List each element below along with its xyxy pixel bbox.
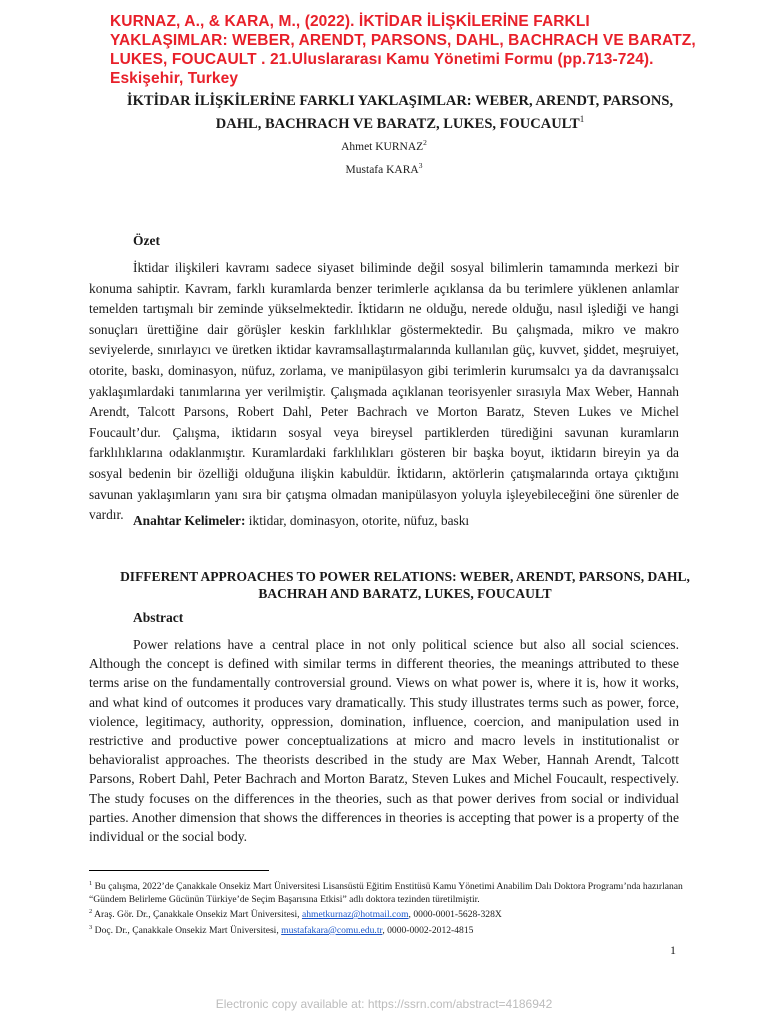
footnote-2-orcid: , 0000-0001-5628-328X xyxy=(408,909,502,921)
footnote-3 xyxy=(89,922,689,938)
abstract-heading: Abstract xyxy=(133,610,184,625)
author-2 xyxy=(0,159,768,177)
author-2-footnote-mark: 3 xyxy=(418,161,423,170)
paper-title-turkish-text: İKTİDAR İLİŞKİLERİNE FARKLI YAKLAŞIMLAR: WEBER, ARENDT, PARSONS, DAHL, BACHRACH VE BARATZ, LUKES, FOUCAULT xyxy=(126,93,674,132)
footnote-1 xyxy=(89,878,689,906)
ozet-heading: Özet xyxy=(133,233,160,248)
abstract-paragraph: Power relations have a central place in not only political science but also all social sciences. Although the concept is defined with similar terms in different theories, the meanings attributed to these terms arise on the fundamentally controversial ground. Views on what power is, where it is, how it works, and what kind of outcomes it produces vary dramatically. This study illustrates terms such as power, force, violence, legitimacy, authority, oppression, domination, influence, coercion, and manipulation used in restrictive and productive power conceptualizations at micro and macro levels in institutionalist or behavioralist approaches. The theorists described in the study are Max Weber, Hannah Arendt, Talcott Parsons, Robert Dahl, Peter Bachrach and Morton Baratz, Steven Lukes and Michel Foucault, respectively. The study focuses on the differences in the theories, such as that power derives from social or individual parties. Another dimension that shows the differences in theories is accepting that power is a property of the individual or the social body. xyxy=(89,637,679,845)
author-1-email-link[interactable]: ahmetkurnaz@hotmail.com xyxy=(301,909,409,921)
author-1-footnote-mark: 2 xyxy=(423,138,427,147)
paper-title-english: DIFFERENT APPROACHES TO POWER RELATIONS: WEBER, ARENDT, PARSONS, DAHL, BACHRAH AND BARATZ, LUKES, FOUCAULT xyxy=(120,569,690,601)
footnotes xyxy=(89,878,689,937)
author-1 xyxy=(0,136,768,154)
paper-title-turkish xyxy=(120,92,680,133)
footnote-3-text: Doç. Dr., Çanakkale Onsekiz Mart Üniversitesi, xyxy=(92,924,282,936)
ozet-paragraph: İktidar ilişkileri kavramı sadece siyaset biliminde değil sosyal bilimlerin tamamında merkezi bir konuma sahiptir. Kavram, farklı kuramlarda benzer terimlerle açıklansa da bu terimlere yüklenen anlamlar temelden tartışmalı bir zeminde yükselmektedir. İktidarın ne olduğu, nerede olduğu, nasıl işlediği ve hangi sonuçları ürettiğine dair görüşler keskin farklılıklar göstermektedir. Bu çalışmada, mikro ve makro seviyelerde, sınırlayıcı ve üretken iktidar kavramsallaştırmalarında kullanılan güç, kuvvet, şiddet, meşruiyet, otorite, baskı, dominasyon, nüfuz, zorlama, ve manipülasyon gibi terimlerin kurumsalcı ya da davranışsalcı yaklaşımlardaki tanımlarına yer verilmiştir. Çalışmada açıklanan teorisyenler sırasıyla Max Weber, Hannah Arendt, Talcott Parsons, Robert Dahl, Peter Bachrach ve Morton Baratz, Steven Lukes ve Michel Foucault’dur. Çalışma, iktidarın sosyal veya bireysel partiklerden türediğini savunan kuramların farklılıklarına odaklanmıştır. Kuramlardaki farklılıkları gösteren bir başka boyut, iktidarın bireyin ya da sosyal bedenin bir özelliği olduğuna ilişkin kabuldür. İktidarın, aktörlerin çatışmalarında ortaya çıktığını savunan yaklaşımların yanı sıra bir çatışma olmadan manipülasyon yoluyla işleyebileceğini öne sürenler de vardır. xyxy=(89,260,679,523)
footnote-2-mark: 2 xyxy=(89,908,93,915)
footnote-2-text: Araş. Gör. Dr., Çanakkale Onsekiz Mart Üniversitesi, xyxy=(92,909,302,921)
footnote-3-orcid: , 0000-0002-2012-4815 xyxy=(382,924,474,936)
footnote-divider xyxy=(89,870,269,871)
author-2-email-link[interactable]: mustafakara@comu.edu.tr xyxy=(281,924,383,936)
ssrn-notice: Electronic copy available at: https://ssrn.com/abstract=4186942 xyxy=(215,997,553,1011)
author-2-name: Mustafa KARA xyxy=(345,163,419,176)
footnote-1-mark: 1 xyxy=(89,880,93,887)
keywords-text: iktidar, dominasyon, otorite, nüfuz, baskı xyxy=(245,513,470,528)
page-number: 1 xyxy=(670,943,676,957)
keywords-label: Anahtar Kelimeler: xyxy=(133,513,246,528)
author-1-name: Ahmet KURNAZ xyxy=(341,140,424,153)
keywords-line xyxy=(133,513,469,529)
footnote-3-mark: 3 xyxy=(89,923,93,931)
footnote-2 xyxy=(89,906,689,922)
footnote-1-text: Bu çalışma, 2022’de Çanakkale Onsekiz Mart Üniversitesi Lisansüstü Eğitim Enstitüsü Kamu Yönetimi Anabilim Dalı Doktora Programı’nda hazırlanan “Gündem Belirleme Gücünün Türkiye’de Seçim Başarısına Etkisi” adlı doktora tezinden türetilmiştir. xyxy=(89,881,683,905)
title-footnote-mark: 1 xyxy=(579,114,585,124)
citation-header: KURNAZ, A., & KARA, M., (2022). İKTİDAR İLİŞKİLERİNE FARKLI YAKLAŞIMLAR: WEBER, ARENDT, PARSONS, DAHL, BACHRACH VE BARATZ, LUKES, FOUCAULT . 21.Uluslararası Kamu Yönetimi Formu (pp.713-724). Eskişehir, Turkey xyxy=(110,13,696,87)
